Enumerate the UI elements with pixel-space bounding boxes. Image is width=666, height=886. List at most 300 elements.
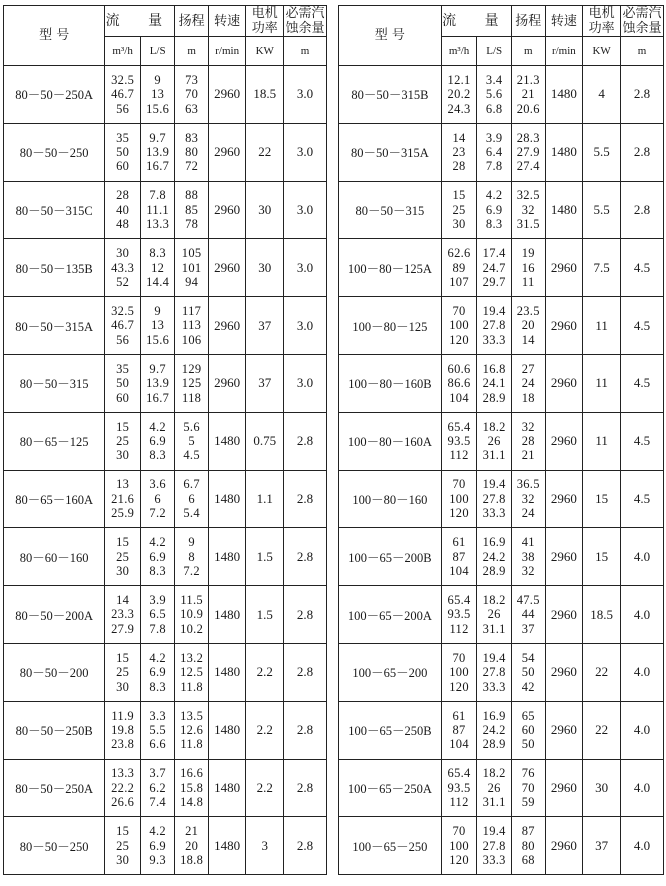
power-cell: 30 <box>246 239 284 297</box>
npsh-cell: 3.0 <box>284 239 327 297</box>
header-model: 型 号 <box>339 6 442 66</box>
speed-cell: 1480 <box>208 701 246 759</box>
flow-ls-cell-value: 8.3 <box>485 217 503 232</box>
flow-ls-cell <box>477 354 512 412</box>
head-cell <box>511 412 545 470</box>
header-npsh <box>284 6 327 37</box>
power-cell: 22 <box>583 701 621 759</box>
flow-m3h-cell <box>441 412 477 470</box>
flow-m3h-cell-value: 100 <box>449 838 469 853</box>
head-cell-value: 9 <box>188 535 195 550</box>
flow-m3h-cell-value: 104 <box>449 390 469 405</box>
flow-m3h-cell <box>105 759 141 817</box>
model-cell: 100－80－125A <box>339 239 442 297</box>
model-cell: 100－65－250A <box>339 759 442 817</box>
flow-ls-cell <box>140 412 175 470</box>
flow-ls-cell <box>140 759 175 817</box>
table-row <box>4 297 327 355</box>
flow-ls-cell-value: 7.8 <box>149 188 166 203</box>
flow-m3h-cell-value: 32.5 <box>111 303 135 318</box>
speed-cell: 1480 <box>208 817 246 875</box>
table-body <box>339 66 664 875</box>
flow-ls-cell <box>140 817 175 875</box>
head-cell-value: 21 <box>185 824 199 839</box>
table-row <box>4 239 327 297</box>
header-power-line1: 电机 <box>588 6 615 21</box>
flow-m3h-cell <box>105 643 141 701</box>
flow-m3h-cell-value: 35 <box>116 361 130 376</box>
speed-cell: 2960 <box>545 586 583 644</box>
flow-ls-cell-value: 7.2 <box>149 506 166 521</box>
power-cell: 11 <box>583 412 621 470</box>
flow-m3h-cell-value: 24.3 <box>447 101 471 116</box>
flow-m3h-cell <box>105 181 141 239</box>
flow-ls-cell-value: 26 <box>487 607 501 622</box>
flow-m3h-cell-value: 15 <box>116 535 130 550</box>
table-header <box>4 6 327 66</box>
head-cell-value: 32 <box>521 491 535 506</box>
flow-ls-cell-value: 9.3 <box>149 852 166 867</box>
speed-cell: 1480 <box>208 586 246 644</box>
flow-ls-cell-value: 3.4 <box>485 72 503 87</box>
flow-ls-cell-value: 16.9 <box>482 708 506 723</box>
flow-m3h-cell-value: 48 <box>116 217 130 232</box>
flow-m3h-cell-value: 40 <box>116 202 130 217</box>
head-cell-value: 8 <box>188 549 195 564</box>
table-header <box>339 6 664 66</box>
flow-ls-cell-value: 33.3 <box>482 332 506 347</box>
flow-ls-cell-value: 4.2 <box>149 824 166 839</box>
head-cell-value: 5.4 <box>183 506 200 521</box>
speed-cell: 2960 <box>208 123 246 181</box>
flow-m3h-cell-value: 25 <box>116 433 130 448</box>
speed-cell: 1480 <box>545 123 583 181</box>
flow-ls-cell <box>140 123 175 181</box>
flow-m3h-cell <box>441 528 477 586</box>
model-cell: 80－65－160A <box>4 470 105 528</box>
power-cell: 22 <box>583 643 621 701</box>
flow-m3h-cell-value: 100 <box>449 491 469 506</box>
header-head-unit: m <box>175 37 208 66</box>
flow-ls-cell-value: 11.1 <box>146 202 169 217</box>
flow-ls-cell <box>140 528 175 586</box>
header-flow: 流 量 <box>441 6 511 37</box>
npsh-cell: 2.8 <box>284 643 327 701</box>
model-cell: 80－50－250 <box>4 817 105 875</box>
head-cell <box>175 528 208 586</box>
head-cell-value: 63 <box>185 101 199 116</box>
speed-cell: 2960 <box>545 643 583 701</box>
model-cell: 100－65－250B <box>339 701 442 759</box>
flow-ls-cell-value: 13.9 <box>146 144 170 159</box>
flow-m3h-cell-value: 60 <box>116 159 130 174</box>
head-cell-value: 88 <box>185 188 199 203</box>
head-cell-value: 5 <box>188 433 195 448</box>
model-cell: 100－65－250 <box>339 817 442 875</box>
table-row <box>4 470 327 528</box>
flow-m3h-cell <box>105 817 141 875</box>
flow-m3h-cell-value: 93.5 <box>447 607 471 622</box>
flow-ls-cell-value: 13 <box>151 318 165 333</box>
model-cell: 100－65－200B <box>339 528 442 586</box>
speed-cell: 1480 <box>208 470 246 528</box>
power-cell: 30 <box>583 759 621 817</box>
flow-ls-cell <box>140 297 175 355</box>
flow-m3h-cell-value: 120 <box>449 332 469 347</box>
head-cell <box>511 123 545 181</box>
model-cell: 80－65－125 <box>4 412 105 470</box>
head-cell-value: 118 <box>182 390 202 405</box>
header-npsh-line1: 必需汽 <box>622 6 662 21</box>
flow-m3h-cell-value: 30 <box>452 217 466 232</box>
flow-m3h-cell-value: 22.2 <box>111 780 135 795</box>
flow-m3h-cell-value: 112 <box>449 621 469 636</box>
table-row <box>339 643 664 701</box>
flow-ls-cell <box>140 470 175 528</box>
head-cell-value: 21.3 <box>516 72 540 87</box>
flow-ls-cell <box>477 817 512 875</box>
flow-ls-cell <box>140 701 175 759</box>
head-cell-value: 20 <box>185 838 199 853</box>
flow-m3h-cell-value: 86.6 <box>447 376 471 391</box>
flow-ls-cell-value: 24.2 <box>482 722 506 737</box>
model-cell: 80－50－315 <box>339 181 442 239</box>
npsh-cell: 2.8 <box>284 470 327 528</box>
flow-m3h-cell-value: 56 <box>116 332 130 347</box>
header-head: 扬程 <box>511 6 545 37</box>
speed-cell: 2960 <box>208 239 246 297</box>
model-cell: 80－50－315C <box>4 181 105 239</box>
flow-m3h-cell-value: 120 <box>449 506 469 521</box>
head-cell <box>511 239 545 297</box>
table-row <box>4 123 327 181</box>
npsh-cell: 2.8 <box>284 528 327 586</box>
flow-ls-cell-value: 19.4 <box>482 824 506 839</box>
head-cell <box>175 297 208 355</box>
flow-m3h-cell <box>105 239 141 297</box>
npsh-cell: 2.8 <box>620 123 663 181</box>
flow-ls-cell-value: 13 <box>151 87 165 102</box>
header-power-unit: KW <box>583 37 621 66</box>
flow-ls-cell-value: 3.9 <box>485 130 503 145</box>
power-cell: 37 <box>246 297 284 355</box>
flow-ls-cell-value: 6.9 <box>149 838 166 853</box>
npsh-cell: 3.0 <box>284 181 327 239</box>
flow-m3h-cell <box>441 586 477 644</box>
flow-ls-cell <box>140 239 175 297</box>
power-cell: 4 <box>583 66 621 124</box>
flow-ls-cell-value: 7.8 <box>149 621 166 636</box>
flow-ls-cell-value: 9 <box>154 72 161 87</box>
header-speed-unit: r/min <box>208 37 246 66</box>
flow-m3h-cell-value: 14 <box>452 130 466 145</box>
head-cell-value: 21 <box>521 87 535 102</box>
flow-ls-cell-value: 28.9 <box>482 563 506 578</box>
flow-ls-cell-value: 6 <box>154 491 161 506</box>
npsh-cell: 4.0 <box>620 643 663 701</box>
model-cell: 100－80－160 <box>339 470 442 528</box>
npsh-cell: 4.0 <box>620 528 663 586</box>
flow-ls-cell <box>477 470 512 528</box>
flow-m3h-cell-value: 60.6 <box>447 361 471 376</box>
flow-m3h-cell-value: 23.3 <box>111 607 135 622</box>
flow-m3h-cell <box>441 701 477 759</box>
flow-m3h-cell-value: 12.1 <box>447 72 471 87</box>
flow-ls-cell <box>477 181 512 239</box>
table-row <box>4 759 327 817</box>
npsh-cell: 4.5 <box>620 412 663 470</box>
power-cell: 11 <box>583 354 621 412</box>
flow-ls-cell <box>477 586 512 644</box>
flow-ls-cell-value: 6.9 <box>149 665 166 680</box>
table-row <box>339 470 664 528</box>
table-row <box>339 528 664 586</box>
flow-ls-cell <box>477 66 512 124</box>
flow-ls-cell-value: 33.3 <box>482 506 506 521</box>
flow-m3h-cell <box>441 297 477 355</box>
flow-ls-cell <box>140 586 175 644</box>
flow-m3h-cell <box>105 297 141 355</box>
header-npsh-line2: 蚀余量 <box>285 21 325 36</box>
head-cell <box>511 470 545 528</box>
npsh-cell: 3.0 <box>284 354 327 412</box>
flow-ls-cell-value: 12 <box>151 260 165 275</box>
table-row <box>339 123 664 181</box>
npsh-cell: 3.0 <box>284 66 327 124</box>
flow-ls-cell-value: 17.4 <box>482 246 506 261</box>
header-power-line1: 电机 <box>251 6 278 21</box>
head-cell-value: 70 <box>185 87 199 102</box>
head-cell-value: 85 <box>185 202 199 217</box>
flow-m3h-cell-value: 35 <box>116 130 130 145</box>
table-row <box>339 586 664 644</box>
flow-m3h-cell-value: 46.7 <box>111 318 135 333</box>
power-cell: 2.2 <box>246 759 284 817</box>
flow-ls-cell-value: 4.2 <box>149 535 166 550</box>
flow-m3h-cell-value: 11.9 <box>111 708 134 723</box>
flow-ls-cell-value: 6.9 <box>485 202 503 217</box>
speed-cell: 2960 <box>545 759 583 817</box>
flow-m3h-cell <box>441 66 477 124</box>
flow-m3h-cell-value: 15 <box>116 650 130 665</box>
head-cell-value: 14 <box>521 332 535 347</box>
model-cell: 100－65－200 <box>339 643 442 701</box>
flow-ls-cell-value: 9.7 <box>149 361 166 376</box>
head-cell <box>511 759 545 817</box>
flow-ls-cell-value: 27.8 <box>482 838 506 853</box>
head-cell <box>511 817 545 875</box>
head-cell-value: 32 <box>521 202 535 217</box>
speed-cell: 2960 <box>545 470 583 528</box>
npsh-cell: 4.5 <box>620 354 663 412</box>
flow-m3h-cell <box>441 354 477 412</box>
head-cell-value: 6 <box>188 491 195 506</box>
table-row <box>339 817 664 875</box>
head-cell-value: 10.2 <box>180 621 204 636</box>
flow-ls-cell-value: 4.2 <box>485 188 503 203</box>
table-row <box>4 528 327 586</box>
flow-m3h-cell-value: 104 <box>449 563 469 578</box>
flow-m3h-cell <box>105 123 141 181</box>
head-cell-value: 80 <box>185 144 199 159</box>
model-cell: 80－50－200A <box>4 586 105 644</box>
head-cell-value: 101 <box>181 260 202 275</box>
speed-cell: 1480 <box>208 643 246 701</box>
flow-ls-cell-value: 27.8 <box>482 318 506 333</box>
head-cell <box>511 528 545 586</box>
flow-m3h-cell-value: 15 <box>452 188 466 203</box>
flow-m3h-cell <box>441 239 477 297</box>
flow-ls-cell <box>140 643 175 701</box>
flow-m3h-cell-value: 87 <box>452 722 466 737</box>
head-cell-value: 11.8 <box>180 679 203 694</box>
flow-m3h-cell-value: 20.2 <box>447 87 471 102</box>
head-cell-value: 23.5 <box>516 303 540 318</box>
flow-m3h-cell-value: 15 <box>116 419 130 434</box>
power-cell: 2.2 <box>246 643 284 701</box>
flow-ls-cell-value: 9.7 <box>149 130 166 145</box>
flow-m3h-cell <box>441 181 477 239</box>
power-cell: 1.5 <box>246 528 284 586</box>
flow-ls-cell <box>477 297 512 355</box>
flow-m3h-cell-value: 13.3 <box>111 766 135 781</box>
head-cell-value: 28.3 <box>516 130 540 145</box>
flow-m3h-cell-value: 62.6 <box>447 246 471 261</box>
npsh-cell: 2.8 <box>620 66 663 124</box>
npsh-cell: 2.8 <box>284 412 327 470</box>
head-cell-value: 68 <box>521 852 535 867</box>
flow-ls-cell-value: 26 <box>487 780 501 795</box>
table-row <box>4 66 327 124</box>
flow-ls-cell-value: 7.4 <box>149 795 166 810</box>
npsh-cell: 2.8 <box>284 701 327 759</box>
flow-m3h-cell-value: 61 <box>452 535 466 550</box>
power-cell: 7.5 <box>583 239 621 297</box>
flow-m3h-cell-value: 28 <box>116 188 130 203</box>
power-cell: 15 <box>583 528 621 586</box>
flow-m3h-cell-value: 13 <box>116 477 130 492</box>
model-cell: 80－50－250 <box>4 123 105 181</box>
flow-ls-cell-value: 27.8 <box>482 491 506 506</box>
header-npsh <box>620 6 663 37</box>
table-row <box>4 817 327 875</box>
flow-ls-cell-value: 5.6 <box>485 87 503 102</box>
npsh-cell: 4.0 <box>620 759 663 817</box>
head-cell-value: 117 <box>182 303 202 318</box>
model-cell: 80－50－315A <box>4 297 105 355</box>
flow-ls-cell-value: 24.7 <box>482 260 506 275</box>
pump-table-right <box>338 5 664 875</box>
head-cell <box>511 66 545 124</box>
flow-m3h-cell-value: 23.8 <box>111 737 135 752</box>
head-cell <box>175 181 208 239</box>
flow-m3h-cell-value: 21.6 <box>111 491 135 506</box>
flow-m3h-cell <box>105 66 141 124</box>
flow-ls-cell-value: 3.9 <box>149 592 166 607</box>
head-cell-value: 94 <box>185 274 199 289</box>
flow-m3h-cell-value: 60 <box>116 390 130 405</box>
flow-m3h-cell-value: 19.8 <box>111 722 135 737</box>
head-cell-value: 42 <box>521 679 535 694</box>
flow-ls-cell-value: 18.2 <box>482 766 506 781</box>
flow-m3h-cell-value: 70 <box>452 303 466 318</box>
model-cell: 100－80－125 <box>339 297 442 355</box>
head-cell-value: 50 <box>521 665 535 680</box>
flow-m3h-cell-value: 27.9 <box>111 621 135 636</box>
flow-ls-cell-value: 33.3 <box>482 852 506 867</box>
flow-ls-cell-value: 8.3 <box>149 448 166 463</box>
table-row <box>339 759 664 817</box>
head-cell-value: 32 <box>521 419 535 434</box>
head-cell-value: 20.6 <box>516 101 540 116</box>
power-cell: 5.5 <box>583 123 621 181</box>
flow-ls-cell-value: 15.6 <box>146 101 170 116</box>
flow-m3h-cell-value: 65.4 <box>447 419 471 434</box>
head-cell-value: 24 <box>521 506 535 521</box>
flow-m3h-cell-value: 100 <box>449 665 469 680</box>
table-row <box>339 412 664 470</box>
head-cell-value: 76 <box>521 766 535 781</box>
head-cell-value: 60 <box>521 722 535 737</box>
npsh-cell: 4.0 <box>620 586 663 644</box>
table-row <box>339 239 664 297</box>
flow-ls-cell-value: 3.6 <box>149 477 166 492</box>
head-cell-value: 70 <box>521 780 535 795</box>
speed-cell: 1480 <box>208 528 246 586</box>
header-speed: 转速 <box>208 6 246 37</box>
model-cell: 100－80－160B <box>339 354 442 412</box>
flow-m3h-cell-value: 70 <box>452 477 466 492</box>
header-power <box>246 6 284 37</box>
table-row <box>4 412 327 470</box>
model-cell: 80－50－250A <box>4 66 105 124</box>
flow-ls-cell-value: 7.8 <box>485 159 503 174</box>
npsh-cell: 2.8 <box>284 759 327 817</box>
flow-m3h-cell-value: 87 <box>452 549 466 564</box>
table-row <box>4 643 327 701</box>
head-cell-value: 47.5 <box>516 592 540 607</box>
head-cell-value: 32 <box>521 563 535 578</box>
speed-cell: 1480 <box>545 66 583 124</box>
flow-ls-cell <box>140 181 175 239</box>
flow-ls-cell-value: 16.9 <box>482 535 506 550</box>
model-cell: 80－50－315B <box>339 66 442 124</box>
head-cell-value: 37 <box>521 621 535 636</box>
speed-cell: 2960 <box>545 817 583 875</box>
model-cell: 80－50－250B <box>4 701 105 759</box>
head-cell-value: 27.4 <box>516 159 540 174</box>
speed-cell: 2960 <box>545 528 583 586</box>
power-cell: 0.75 <box>246 412 284 470</box>
model-cell: 100－80－160A <box>339 412 442 470</box>
flow-ls-cell-value: 6.8 <box>485 101 503 116</box>
head-cell <box>511 586 545 644</box>
header-power-unit: KW <box>246 37 284 66</box>
speed-cell: 2960 <box>545 239 583 297</box>
flow-ls-cell-value: 6.2 <box>149 780 166 795</box>
header-model: 型 号 <box>4 6 105 66</box>
head-cell-value: 6.7 <box>183 477 200 492</box>
flow-m3h-cell <box>441 817 477 875</box>
head-cell <box>175 817 208 875</box>
header-power-line2: 功率 <box>251 21 278 36</box>
npsh-cell: 2.8 <box>284 817 327 875</box>
flow-ls-cell-value: 19.4 <box>482 477 506 492</box>
flow-m3h-cell-value: 100 <box>449 318 469 333</box>
flow-m3h-cell-value: 30 <box>116 448 130 463</box>
header-npsh-unit: m <box>284 37 327 66</box>
power-cell: 1.1 <box>246 470 284 528</box>
